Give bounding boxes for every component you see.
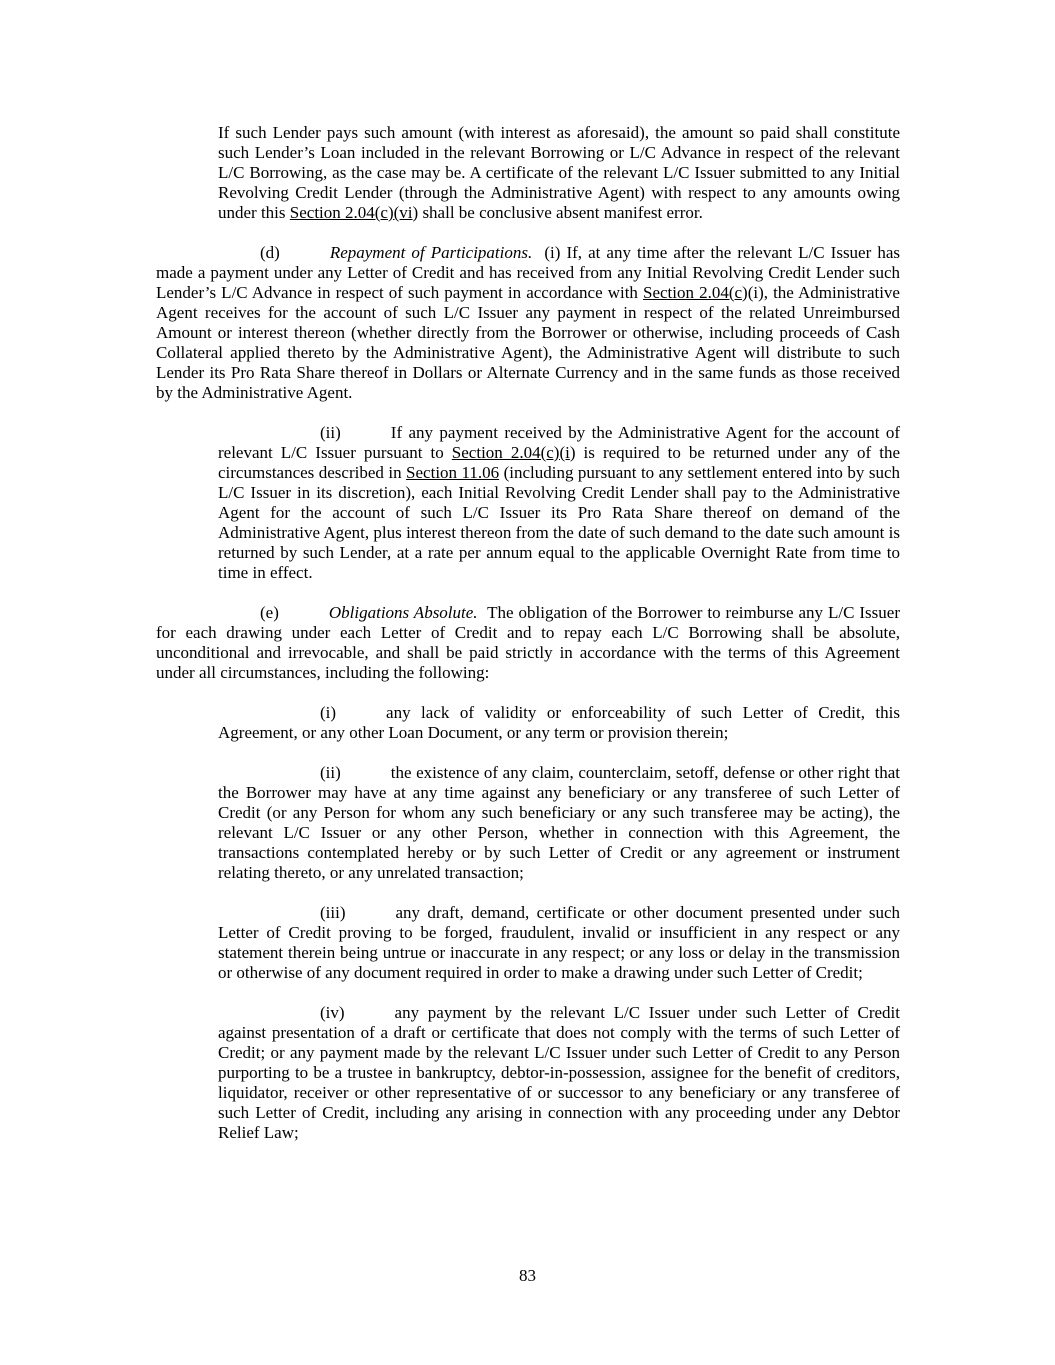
paragraph-e-item-iv [218, 1003, 900, 1143]
clause-label: (ii) [320, 763, 341, 782]
paragraph-text: (including pursuant to any settlement entered into by such L/C Issuer in its discretion), each Initial Revolving Credit Lender shall pay to the Administrative Agent for the account of such L/C Issuer its Pro Rata Share thereof on demand of the Administrative Agent, plus interest thereon from the date of such demand to the date such amount is returned by such Lender, at a rate per annum equal to the applicable Overnight Rate from time to time in effect. [218, 463, 900, 582]
document-body [156, 123, 900, 1143]
paragraph-text: any lack of validity or enforceability of such Letter of Credit, this Agreement, or any other Loan Document, or any term or provision therein; [218, 703, 900, 742]
clause-label: (i) [320, 703, 337, 722]
paragraph-text: If any payment received by the Administrative Agent for the account of relevant L/C Issuer pursuant to [218, 423, 900, 462]
paragraph-e-obligations-absolute [156, 603, 900, 683]
paragraph-text: any draft, demand, certificate or other document presented under such Letter of Credit proving to be forged, fraudulent, invalid or insufficient in any respect or any statement therein being untrue or inaccurate in any respect; or any loss or delay in the transmission or otherwise of any document required in order to make a drawing under such Letter of Credit; [218, 903, 900, 982]
section-reference: Section 11.06 [406, 463, 500, 482]
paragraph-text: ) is required to be returned under any of the circumstances described in [218, 443, 900, 482]
clause-label: (d) [260, 243, 280, 262]
paragraph-e-item-i [218, 703, 900, 743]
clause-heading: Repayment of Participations. [329, 243, 533, 262]
clause-label: (iv) [320, 1003, 345, 1022]
paragraph-d-ii [218, 423, 900, 583]
paragraph-cvi-continuation [218, 123, 900, 223]
section-reference: Section 2.04(c)(i [451, 443, 570, 462]
clause-label: (iii) [320, 903, 346, 922]
paragraph-text: If such Lender pays such amount (with interest as aforesaid), the amount so paid shall constitute such Lender’s Loan included in the relevant Borrowing or L/C Advance in respect of the relevant L/C Borrowing, as the case may be. A certificate of the relevant L/C Issuer submitted to any Initial Revolving Credit Lender (through the Administrative Agent) with respect to any amounts owing under this [218, 123, 900, 222]
clause-label: (e) [260, 603, 279, 622]
section-reference: Section 2.04(c)(vi [289, 203, 413, 222]
paragraph-text: The obligation of the Borrower to reimburse any L/C Issuer for each drawing under each Letter of Credit and to repay each L/C Borrowing shall be absolute, unconditional and irrevocable, and shall be paid strictly in accordance with the terms of this Agreement under all circumstances, including the following: [156, 603, 900, 682]
paragraph-d-repayment-of-participations [156, 243, 900, 403]
paragraph-text: the existence of any claim, counterclaim, setoff, defense or other right that the Borrower may have at any time against any beneficiary or any transferee of such Letter of Credit (or any Person for whom any such beneficiary or any such transferee may be acting), the relevant L/C Issuer or any other Person, whether in connection with this Agreement, the transactions contemplated hereby or by such Letter of Credit or any agreement or instrument relating thereto, or any unrelated transaction; [218, 763, 900, 882]
section-reference: Section 2.04(c [643, 283, 743, 302]
clause-label: (ii) [320, 423, 341, 442]
paragraph-text: (i) If, at any time after the relevant L/C Issuer has made a payment under any Letter of Credit and has received from any Initial Revolving Credit Lender such Lender’s L/C Advance in respect of such payment in accordance with [156, 243, 900, 302]
clause-heading: Obligations Absolute. [328, 603, 478, 622]
paragraph-text: any payment by the relevant L/C Issuer under such Letter of Credit against presentation of a draft or certificate that does not comply with the terms of such Letter of Credit; or any payment made by the relevant L/C Issuer under such Letter of Credit to any Person purporting to be a trustee in bankruptcy, debtor-in-possession, assignee for the benefit of creditors, liquidator, receiver or other representative of or successor to any beneficiary or any transferee of such Letter of Credit, including any arising in connection with any proceeding under any Debtor Relief Law; [218, 1003, 900, 1142]
paragraph-e-item-ii [218, 763, 900, 883]
paragraph-e-item-iii [218, 903, 900, 983]
paragraph-text: ) shall be conclusive absent manifest error. [412, 203, 703, 222]
paragraph-text: )(i), the Administrative Agent receives for the account of such L/C Issuer any payment in respect of the related Unreimbursed Amount or interest thereon (whether directly from the Borrower or otherwise, including proceeds of Cash Collateral applied thereto by the Administrative Agent), the Administrative Agent will distribute to such Lender its Pro Rata Share thereof in Dollars or Alternate Currency and in the same funds as those received by the Administrative Agent. [156, 283, 900, 402]
page-number: 83 [519, 1266, 536, 1285]
